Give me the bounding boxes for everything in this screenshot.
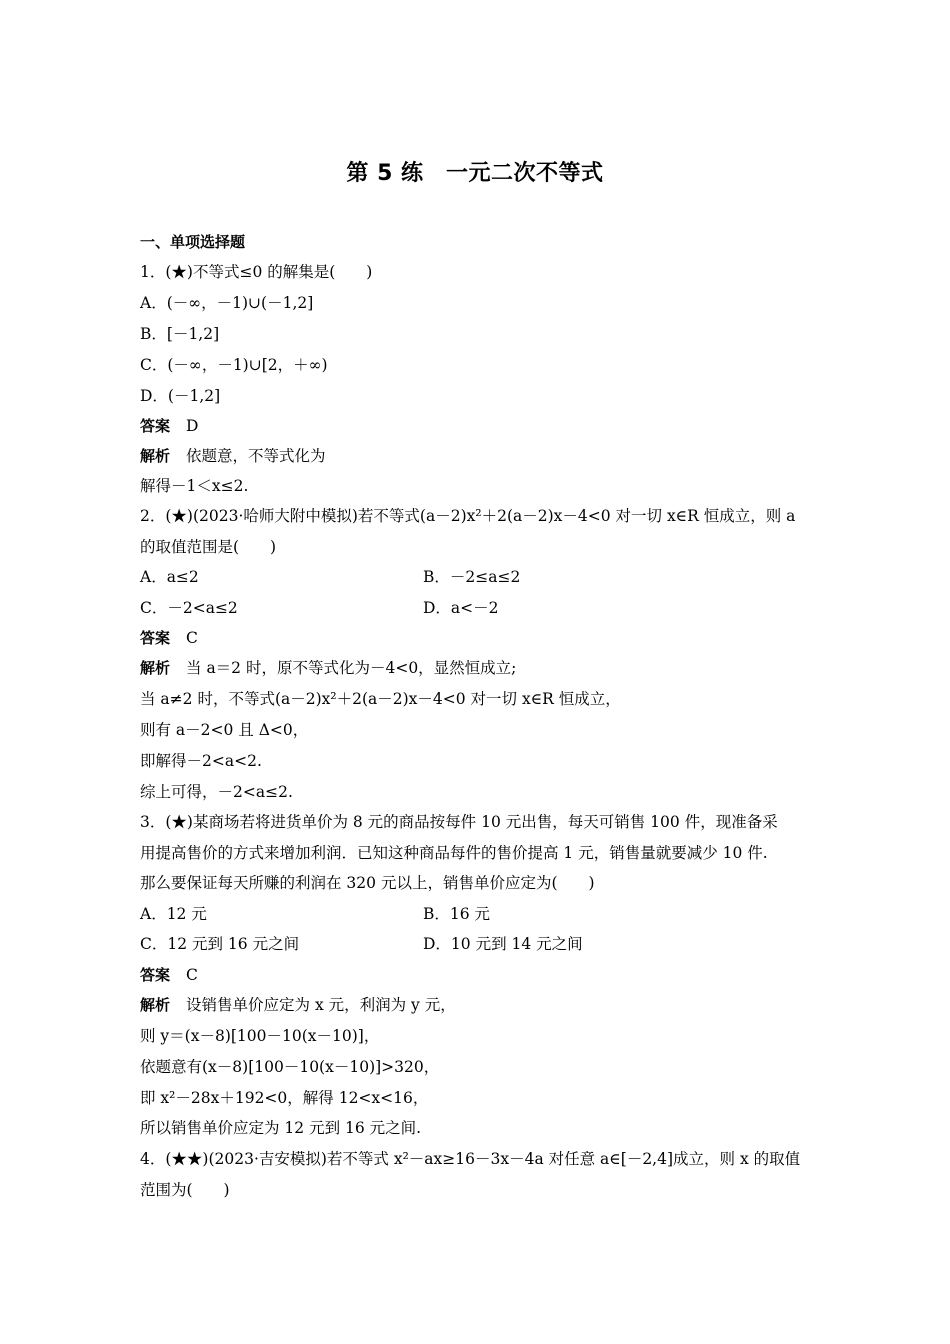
answer-label: 答案 [140, 966, 171, 984]
q2-analysis [140, 658, 516, 678]
q1-stem: 1．(★)不等式≤0 的解集是( ) [140, 263, 373, 281]
q3-analysis-line: 所以销售单价应定为 12 元到 16 元之间. [140, 1119, 422, 1137]
q3-analysis-line: 则 y＝(x－8)[100－10(x－10)]， [140, 1027, 380, 1045]
q1-analysis-line: 解得－1＜x≤2. [140, 477, 249, 495]
q2-option-d: D．a<－2 [423, 599, 499, 617]
q1-option-d: D．(－1,2] [140, 387, 221, 405]
q3-answer [140, 965, 198, 985]
page-title: 第 5 练 一元二次不等式 [346, 161, 604, 186]
q2-option-c: C．－2<a≤2 [140, 599, 238, 617]
analysis-text: 当 a＝2 时，原不等式化为－4<0，显然恒成立; [186, 659, 517, 677]
q1-analysis [140, 446, 326, 466]
q2-stem-line1: 2．(★)(2023·哈师大附中模拟)若不等式(a－2)x²＋2(a－2)x－4<0 对一切 x∈R 恒成立，则 a [140, 507, 796, 525]
q2-answer [140, 628, 198, 648]
analysis-label: 解析 [140, 447, 171, 465]
analysis-label: 解析 [140, 659, 171, 677]
q3-stem-line1: 3．(★)某商场若将进货单价为 8 元的商品按每件 10 元出售，每天可销售 100 件，现准备采 [140, 813, 778, 831]
q4-stem-line1: 4．(★★)(2023·吉安模拟)若不等式 x²－ax≥16－3x－4a 对任意 a∈[－2,4]成立，则 x 的取值 [140, 1150, 801, 1168]
q2-analysis-line: 当 a≠2 时，不等式(a－2)x²＋2(a－2)x－4<0 对一切 x∈R 恒成立， [140, 690, 621, 708]
q2-option-b: B．－2≤a≤2 [423, 568, 521, 586]
q3-option-d: D．10 元到 14 元之间 [423, 935, 583, 953]
q3-analysis-line: 依题意有(x－8)[100－10(x－10)]>320， [140, 1058, 440, 1076]
q2-analysis-line: 即解得－2<a<2. [140, 752, 262, 770]
q3-option-a: A．12 元 [140, 905, 207, 923]
q1-option-c: C．(－∞，－1)∪[2，＋∞) [140, 356, 328, 374]
q1-option-a: A．(－∞，－1)∪(－1,2] [140, 294, 314, 312]
q3-analysis-line: 即 x²－28x＋192<0，解得 12<x<16， [140, 1089, 429, 1107]
q1-answer [140, 416, 198, 436]
q4-stem-line2: 范围为( ) [140, 1181, 230, 1199]
answer-label: 答案 [140, 629, 171, 647]
q3-stem-line3: 那么要保证每天所赚的利润在 320 元以上，销售单价应定为( ) [140, 874, 595, 892]
q3-option-b: B．16 元 [423, 905, 491, 923]
q3-analysis [140, 995, 456, 1015]
q2-stem-line2: 的取值范围是( ) [140, 538, 277, 556]
q2-analysis-line: 综上可得，－2<a≤2. [140, 783, 293, 801]
analysis-text: 依题意，不等式化为 [186, 447, 326, 465]
section-heading: 一、单项选择题 [140, 233, 246, 251]
answer-value: C [186, 966, 198, 984]
answer-value: C [186, 629, 198, 647]
q1-option-b: B．[－1,2] [140, 325, 220, 343]
q3-option-c: C．12 元到 16 元之间 [140, 935, 300, 953]
q3-stem-line2: 用提高售价的方式来增加利润．已知这种商品每件的售价提高 1 元，销售量就要减少 10 件. [140, 844, 768, 862]
q2-option-a: A．a≤2 [140, 568, 199, 586]
analysis-label: 解析 [140, 996, 171, 1014]
answer-value: D [186, 417, 199, 435]
answer-label: 答案 [140, 417, 171, 435]
analysis-text: 设销售单价应定为 x 元，利润为 y 元， [186, 996, 456, 1014]
q2-analysis-line: 则有 a－2<0 且 Δ<0， [140, 721, 309, 739]
